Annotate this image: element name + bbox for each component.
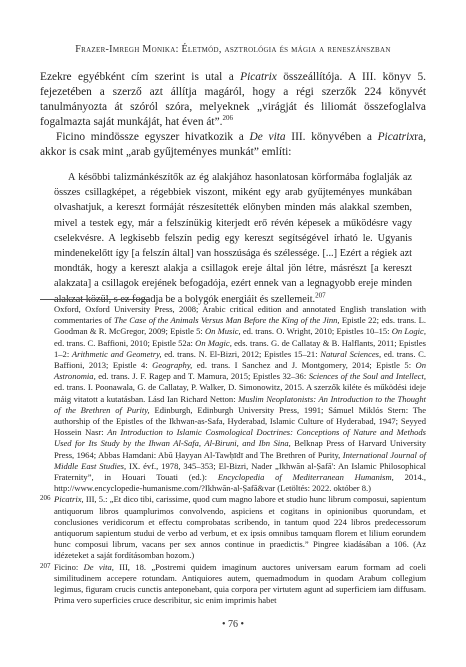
footnote-number: 206 bbox=[40, 494, 51, 503]
page-number: • 76 • bbox=[221, 619, 244, 630]
footnote-207: 207 Ficino: De vita, III, 18. „Postremi quidem imaginum auctores universam earum formam ad coeli similitudinem accepere rotundam. Antiquiores autem, quemadmodum in quodam Arabum collegium legimus, figuram crucis cunctis anteponebant, quia corpora per virtutem agunt ad superficiem iam diffusam. Prima vero superficies cruce describitur, sic enim imprimis habet bbox=[40, 561, 426, 606]
paragraph-1: Ezekre egyébként cím szerint is utal a Picatrix összeállítója. A III. könyv 5. fejezetében a szerző azt állítja magáról, hogy a régi szerzők 224 könyvét tanulmányozta át szóról szóra, melyeknek „virágját és liliomát összefoglalva fogalmazta saját munkáját, hat éven át”.$^{206}$ bbox=[40, 71, 426, 128]
work-title: De vita bbox=[249, 131, 286, 143]
work-title: Picatrix bbox=[240, 71, 277, 83]
footnote-ref[interactable]: 207 bbox=[315, 291, 326, 300]
footnotes bbox=[40, 304, 426, 606]
running-head: Frazer-Imregh Monika: Életmód, asztrológia és mágia a reneszánszban bbox=[75, 44, 391, 55]
footnote-206: 206 Picatrix, III, 5.: „Et dico tibi, carissime, quod cum magno labore et studio hunc librum composui, sapientum antiquorum libros quamplurimos convolvendo, aspiciens et cogitans in opinionibus quorundam, et conclusiones veridicorum et effectu comprobatas scribendo, in tantum quod 224 libros predecessorum antiquorum sapientum studui de verbo ad verbum, et ex ipsis omnibus tamquam florem et lilium eorundem hunc composui librum, vacans per sex annos continue in praedictis.” Pingree kiadásában a 106. (Az idézeteket a saját fordításomban hozom.) bbox=[40, 494, 426, 561]
paragraph-2: Ficino mindössze egyszer hivatkozik a De vita III. könyvében a Picatrixra, akkor is csak mint „arab gyűjteményes munkát” említi: bbox=[40, 131, 426, 158]
footnote-number: 207 bbox=[40, 561, 51, 570]
main-text bbox=[40, 70, 426, 160]
quote-text: A későbbi talizmánkészítők az ég alakjához hasonlatosan körformába foglalják az összes csillagképet, a régebbiek viszont, miként egy arab gyűjteményes munkában olvashatjuk, a kereszt formáját részesítették előnyben minden más alakkal szemben, mivel a testek egy, már a felszínükig kiterjedt erő révén képesek a működésre vagy cselekvésre. A legkisebb felszín pedig egy kereszt segítségével írható le. Ugyanis mindenekelőtt így [a felszín által] van hosszúsága és szélessége. [...] Ezért a régiek azt mondták, hogy a kereszt alakja a csillagok ereje által jön létre, másrészt [a kereszt alakzata] a csillagok erejének befogadója, ezért ennek van a legnagyobb ereje minden alakzat közül, s ez fogadja be a bolygók energiáit és szellemeit.$^{207}$ bbox=[54, 172, 412, 305]
footnote-rule bbox=[40, 299, 150, 300]
footnote-ref[interactable]: 206 bbox=[222, 114, 233, 123]
work-title: Picatrix bbox=[377, 131, 415, 143]
footnote-continuation: Oxford, Oxford University Press, 2008; Arabic critical edition and annotated English translation with commentaries of The Case of the Animals Versus Man Before the King of the Jinn, Epistle 22; eds. trans. L. Goodman & R. McGregor, 2009; Epistle 5: On Music, ed. trans. O. Wright, 2010; Epistles 10–15: On Logic, ed. trans. C. Baffioni, 2010; Epistle 52a: On Magic, eds. trans. G. de Callatay & B. Halflants, 2011; Epistles 1–2: Arithmetic and Geometry, ed. trans. N. El-Bizri, 2012; Epistles 15–21: Natural Sciences, ed. trans. C. Baffioni, 2013; Epistle 4: Geography, ed. trans. I Sanchez and J. Montgomery, 2014; Epistle 5: On Astronomia, ed. trans. J. F. Ragep and T. Mamura, 2015; Epistles 32–36: Sciences of the Soul and Intellect, ed. trans. I. Poonawala, G. de Callatay, P. Walker, D. Simonowitz, 2015. A szerzők kiléte és működési ideje máig vitatott a kutatásban. Lásd Ian Richard Netton: Muslim Neoplatonists: An Introduction to the Thought of the Brethren of Purity, Edinburgh, Edinburgh University Press, 1991; Sámuel Miklós Stern: The authorship of the Epistles of the Ikhwan-as-Safa, Hyderabad, Islamic Culture of Hyderabad, 1947; Seyyed Hossein Nasr: An Introduction to Islamic Cosmological Doctrines: Conceptions of Nature and Methods Used for Its Study by the Ihwan Al-Safa, Al-Biruni, and Ibn Sina, Belknap Press of Harvard University Press, 1964; Abbas Hamdani: Abū Ḥayyan Al-Tawḥīdī and The Brethren of Purity, International Journal of Middle East Studies, IX. évf., 1978, 345–353; El-Bizri, Nader „Ikhwān al-Ṣafā': An Islamic Philosophical Fraternity”, in Houari Touati (ed.): Encyclopedia of Mediterranean Humanism, 2014., http://www.encyclopedie-humanisme.com/?Ikhwān-al-Ṣafā&var (Letöltés: 2022. október 8.) bbox=[54, 304, 427, 494]
block-quote bbox=[54, 170, 412, 307]
